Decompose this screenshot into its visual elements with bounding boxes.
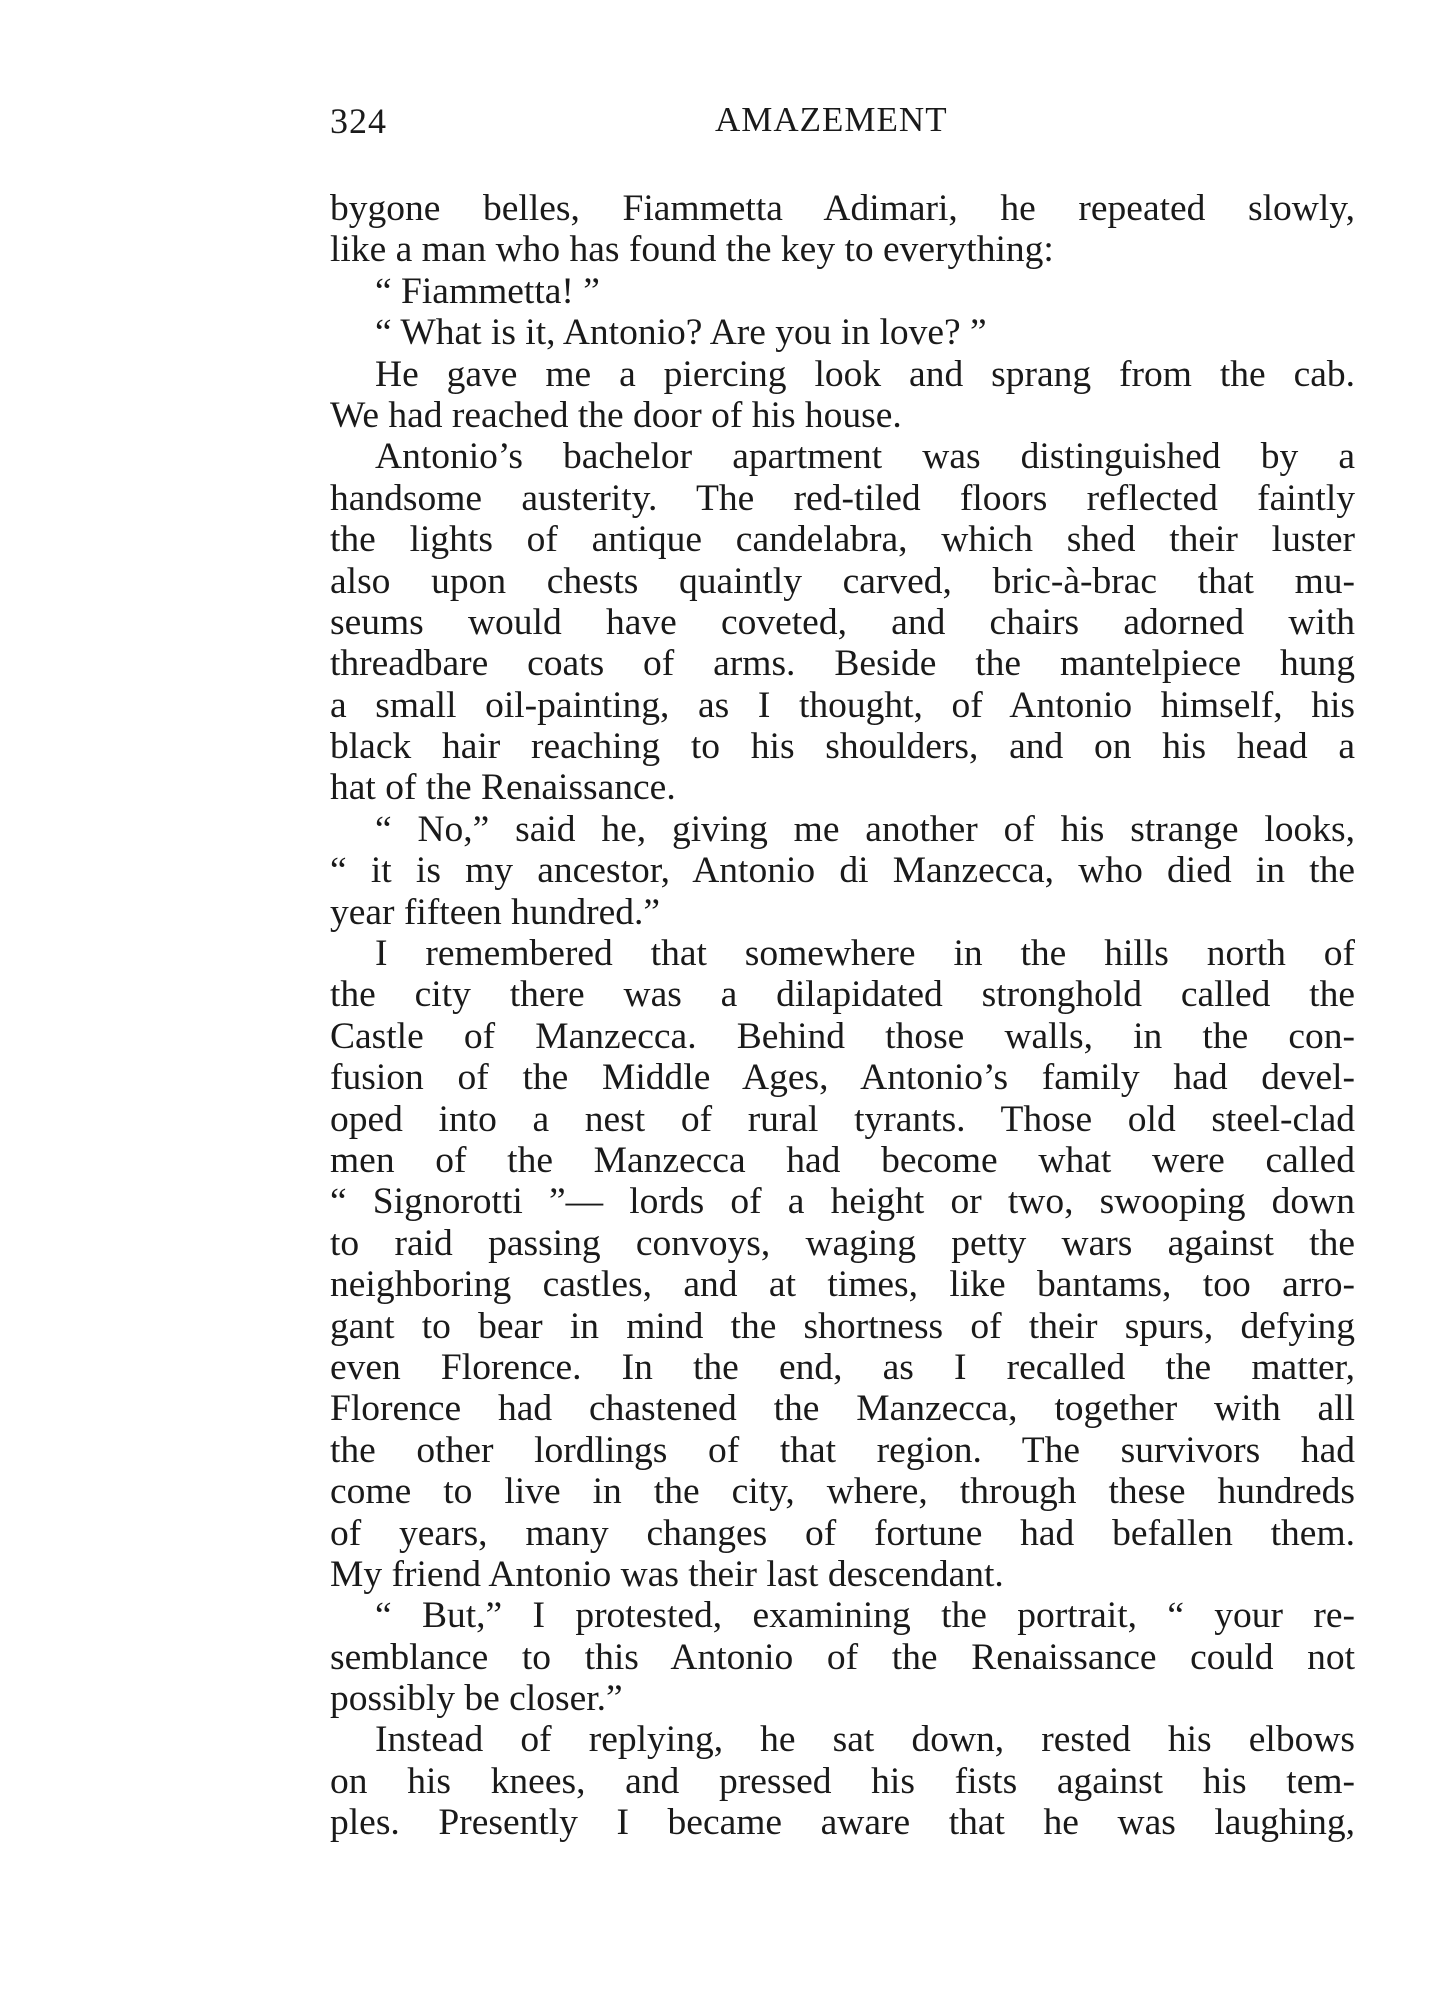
text-line: also upon chests quaintly carved, bric-à-brac that mu- (330, 560, 1355, 602)
text-line: fusion of the Middle Ages, Antonio’s family had devel- (330, 1057, 1355, 1099)
text-line: year fifteen hundred.” (330, 891, 661, 933)
text-line: of years, many changes of fortune had befallen them. (330, 1512, 1355, 1554)
text-line: We had reached the door of his house. (330, 394, 902, 436)
text-line: the lights of antique candelabra, which shed their luster (330, 519, 1355, 561)
text-line: to raid passing convoys, waging petty wars against the (330, 1222, 1355, 1264)
text-line: gant to bear in mind the shortness of their spurs, defying (330, 1305, 1355, 1347)
text-line: bygone belles, Fiammetta Adimari, he repeated slowly, (330, 188, 1355, 229)
text-line: a small oil-painting, as I thought, of Antonio himself, his (330, 684, 1355, 726)
text-line: “ Signorotti ”— lords of a height or two, swooping down (330, 1181, 1355, 1223)
text-line: come to live in the city, where, through these hundreds (330, 1471, 1355, 1513)
text-line: possibly be closer.” (330, 1678, 623, 1720)
text-line: threadbare coats of arms. Beside the mantelpiece hung (330, 643, 1355, 685)
text-line: Castle of Manzecca. Behind those walls, in the con- (330, 1015, 1355, 1057)
text-line: Antonio’s bachelor apartment was distinguished by a (375, 436, 1355, 478)
text-line: “ it is my ancestor, Antonio di Manzecca, who died in the (330, 850, 1355, 892)
text-line: the city there was a dilapidated stronghold called the (330, 974, 1355, 1016)
text-line: even Florence. In the end, as I recalled the matter, (330, 1346, 1355, 1388)
text-line: hat of the Renaissance. (330, 767, 676, 809)
running-head (330, 100, 1350, 150)
text-line: on his knees, and pressed his fists against his tem- (330, 1760, 1355, 1802)
text-line: “ But,” I protested, examining the portrait, “ your re- (375, 1595, 1355, 1637)
text-line: Florence had chastened the Manzecca, together with all (330, 1388, 1355, 1430)
page-number: 324 (330, 101, 387, 141)
running-title: AMAZEMENT (715, 100, 948, 139)
text-line: handsome austerity. The red-tiled floors reflected faintly (330, 477, 1355, 519)
body-text (330, 188, 1355, 1844)
text-line: black hair reaching to his shoulders, and on his head a (330, 726, 1355, 768)
text-line: the other lordlings of that region. The survivors had (330, 1429, 1355, 1471)
text-line: semblance to this Antonio of the Renaissance could not (330, 1636, 1355, 1678)
text-line: He gave me a piercing look and sprang from the cab. (375, 353, 1355, 395)
text-line: oped into a nest of rural tyrants. Those old steel-clad (330, 1098, 1355, 1140)
text-line: “ Fiammetta! ” (375, 270, 600, 312)
text-line: like a man who has found the key to everything: (330, 229, 1054, 271)
text-line: “ No,” said he, giving me another of his strange looks, (375, 808, 1355, 850)
text-line: men of the Manzecca had become what were called (330, 1139, 1355, 1181)
text-line: Instead of replying, he sat down, rested his elbows (375, 1719, 1355, 1761)
text-line: I remembered that somewhere in the hills north of (375, 933, 1355, 975)
text-line: “ What is it, Antonio? Are you in love? ” (375, 312, 987, 354)
text-line: neighboring castles, and at times, like bantams, too arro- (330, 1264, 1355, 1306)
text-line: seums would have coveted, and chairs adorned with (330, 601, 1355, 643)
text-line: ples. Presently I became aware that he was laughing, (330, 1802, 1355, 1844)
text-line: My friend Antonio was their last descendant. (330, 1553, 1004, 1595)
